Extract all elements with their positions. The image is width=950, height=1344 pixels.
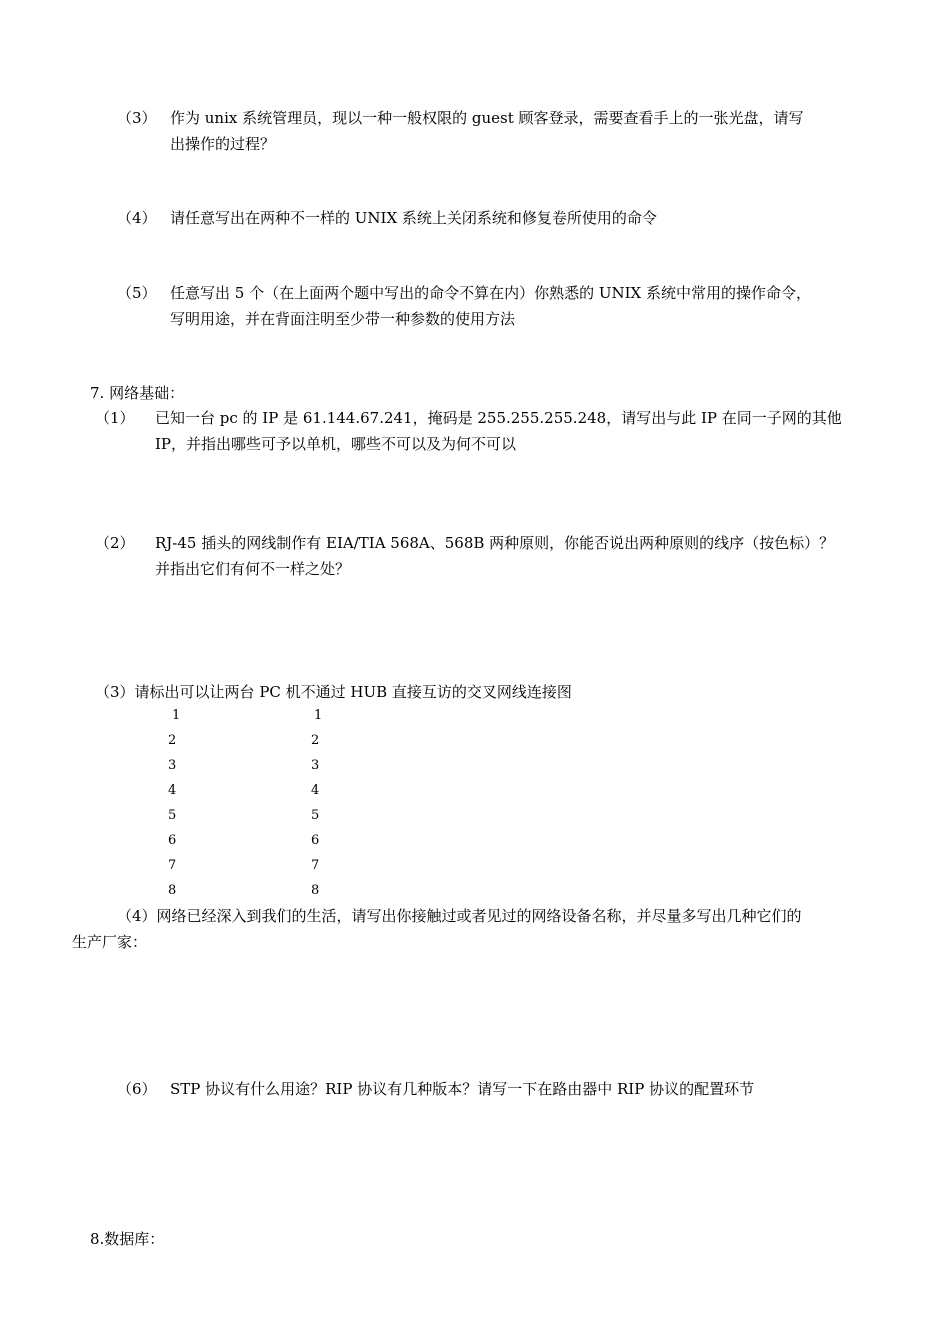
- right-pin-5: 5: [311, 808, 320, 823]
- left-pin-5: 5: [168, 808, 177, 823]
- left-pin-3: 3: [168, 758, 177, 773]
- question-text-line-1: RJ-45 插头的网线制作有 EIA/TIA 568A、568B 两种原则，你能否说出两种原则的线序（按色标）？: [155, 534, 835, 552]
- question-text-line-1: 任意写出 5 个（在上面两个题中写出的命令不算在内）你熟悉的 UNIX 系统中常用的操作命令，: [170, 284, 811, 302]
- right-pin-7: 7: [311, 858, 320, 873]
- left-pin-7: 7: [168, 858, 177, 873]
- right-pin-8: 8: [311, 883, 320, 898]
- right-pin-2: 2: [311, 733, 320, 748]
- question-text-line-2: 并指出它们有何不一样之处？: [155, 560, 351, 578]
- crossover-pin-diagram: [160, 705, 360, 905]
- left-pin-1: 1: [172, 708, 181, 723]
- right-pin-3: 3: [311, 758, 320, 773]
- unix-question-3: [0, 105, 950, 165]
- question-number: （4）: [117, 209, 157, 227]
- question-text-line-2: 生产厂家：: [72, 933, 148, 951]
- network-question-6: [0, 1076, 950, 1106]
- question-text-line-2: IP，并指出哪些可予以单机，哪些不可以及为何不可以: [155, 435, 517, 453]
- question-text-line-1: 已知一台 pc 的 IP 是 61.144.67.241，掩码是 255.255.255.248，请写出与此 IP 在同一子网的其他: [155, 409, 842, 427]
- network-question-3: （3）请标出可以让两台 PC 机不通过 HUB 直接互访的交叉网线连接图: [95, 683, 572, 701]
- right-pin-1: 1: [314, 708, 323, 723]
- right-pin-4: 4: [311, 783, 320, 798]
- left-pin-2: 2: [168, 733, 177, 748]
- unix-question-4: [0, 205, 950, 235]
- left-pin-4: 4: [168, 783, 177, 798]
- question-number: （3）: [117, 109, 157, 127]
- network-question-4: [0, 903, 950, 963]
- question-number: （5）: [117, 284, 157, 302]
- question-text-line-2: 写明用途，并在背面注明至少带一种参数的使用方法: [170, 310, 516, 328]
- network-section-heading: 7. 网络基础：: [90, 384, 185, 402]
- question-text-line-1: STP 协议有什么用途？RIP 协议有几种版本？请写一下在路由器中 RIP 协议的配置环节: [170, 1080, 755, 1098]
- question-text-line-1: 请任意写出在两种不一样的 UNIX 系统上关闭系统和修复卷所使用的命令: [170, 209, 657, 227]
- left-pin-8: 8: [168, 883, 177, 898]
- question-text-line-2: 出操作的过程？: [170, 135, 276, 153]
- database-section-heading: 8.数据库：: [90, 1230, 165, 1248]
- question-text-line-1: 作为 unix 系统管理员，现以一种一般权限的 guest 顾客登录，需要查看手上的一张光盘，请写: [170, 109, 804, 127]
- question-number: （2）: [95, 534, 135, 552]
- question-number: （1）: [95, 409, 135, 427]
- network-question-1: [0, 405, 950, 465]
- unix-question-5: [0, 280, 950, 340]
- question-text-line-1: （4）网络已经深入到我们的生活，请写出你接触过或者见过的网络设备名称，并尽量多写出几种它们的: [117, 907, 802, 925]
- question-number: （6）: [117, 1080, 157, 1098]
- network-question-2: [0, 530, 950, 590]
- right-pin-6: 6: [311, 833, 320, 848]
- left-pin-6: 6: [168, 833, 177, 848]
